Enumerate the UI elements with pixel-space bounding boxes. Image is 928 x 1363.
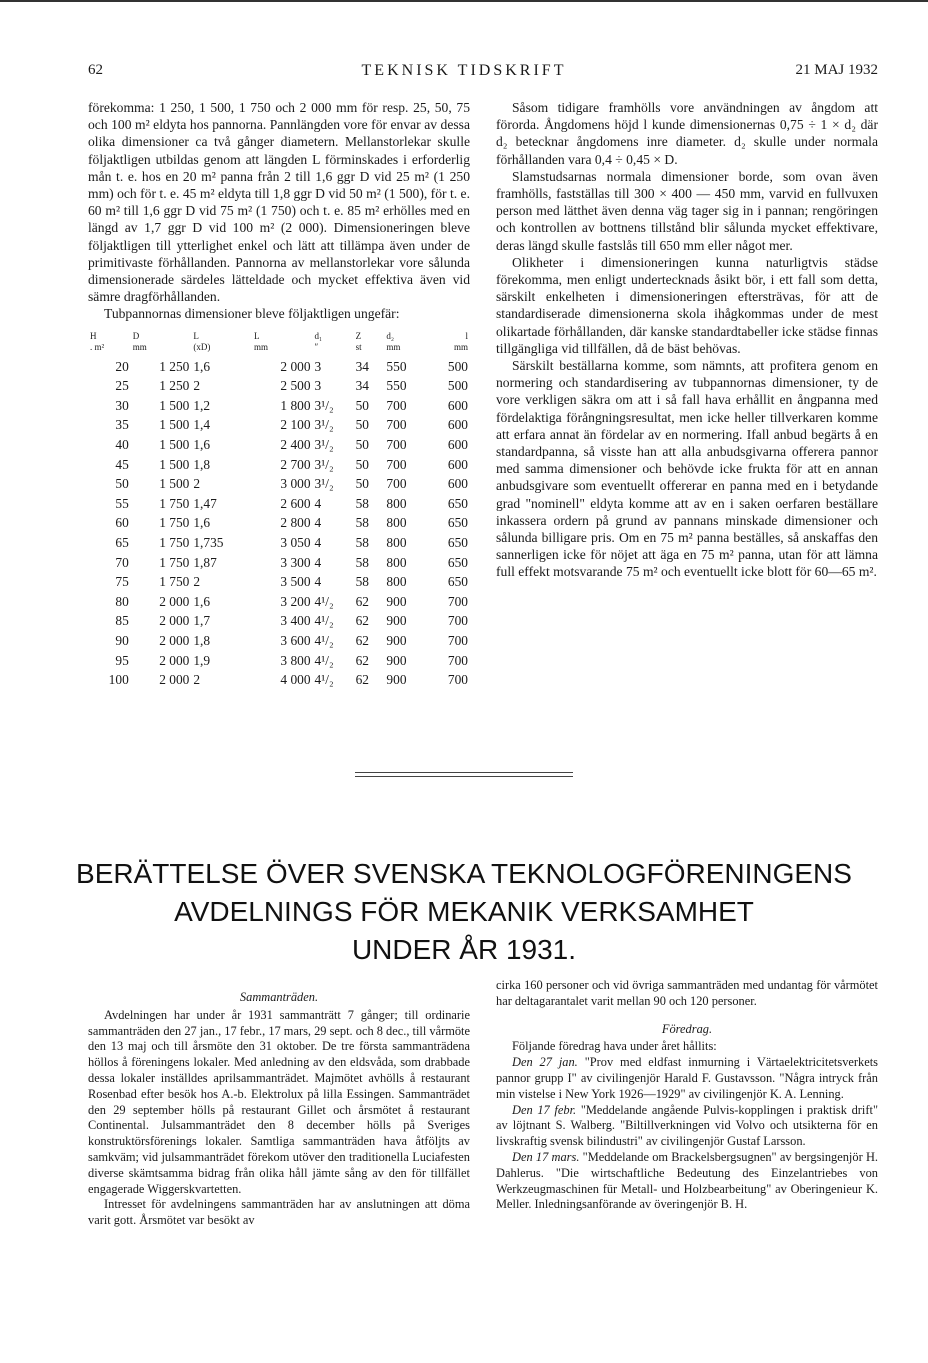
table-row [88,376,470,396]
table-cell: 50 [355,456,369,472]
table-cell: 3 800 [280,652,311,668]
table-cell: 3 [314,378,322,394]
right-paragraph-3: Olikheter i dimensioneringen kunna naturligtvis städse förekomma, men enligt undertecknads åsikt bör, i ett fall som detta, särskilt enkelheten i dimensioneringen eftersträvas, för att de standardiserade dimensionerna skola ihågkommas under de mest olikartade förhållanden, där kanske standardtabeller icke städse finnas tillgängliga vid tillfällen, då de bäst behövas. [496,254,878,356]
table-cell: 45 [115,456,129,472]
table-cell: 2 [193,574,201,590]
table-row [88,455,470,475]
table-cell: 800 [386,495,407,511]
lecture-text: "Meddelande om Brackelsbergsugnen" av bergsingenjör H. Dahlerus. "Die wirtschaftliche Bedeutung des Einzelantriebes von Werkzeugmaschinen für Metall- und Holzbearbeitung" av Oberingenieur K. Meller. Inledningsanförande av överingenjör B. H. [496,1149,878,1212]
table-row [88,513,470,533]
table-cell: 700 [386,476,407,492]
table-cell: 500 [447,358,468,374]
table-cell: 100 [108,672,129,688]
table-cell: 3 300 [280,554,311,570]
boiler-dimension-table [88,331,470,690]
table-cell: 2 [193,476,201,492]
meetings-paragraph-continued: cirka 160 personer och vid övriga sammanträden med undantag för vårmötet har deltagarantalet varit mellan 90 och 120 personer. [496,978,878,1008]
table-cell: 1,6 [193,358,211,374]
table-unit-cell: mm [453,341,468,352]
table-cell: 600 [447,476,468,492]
table-cell: 1 750 [159,574,190,590]
lecture-entry-feb17 [496,1103,878,1150]
lecture-text: "Prov med eldfast inmurning i Värtaelektricitetsverkets pannor grupp I" av civilingenjör Harald F. Gustavsson. "Några intryck från min vistelse i New York 1926—1929" av civilingenjör K. A. Lenning. [496,1055,878,1101]
table-cell: 50 [355,417,369,433]
table-row [88,611,470,631]
table-cell: 2 [193,378,201,394]
table-cell: 2 600 [280,495,311,511]
table-unit-row [88,342,470,357]
table-cell: 3 000 [280,476,311,492]
table-cell: 1,735 [193,534,224,550]
article-left-column [88,990,470,1229]
table-cell: 700 [386,456,407,472]
right-paragraph-1: Såsom tidigare framhölls vore användningen av ångdom att förorda. Ångdomens höjd l kunde dimensionernas 0,75 ÷ 1 × d₂ där d₂ betecknar ångdomens inre diameter. d₂ skulle under normala förhållanden vara 0,4 ÷ 0,45 × D. [496,100,878,167]
table-cell: 62 [355,632,369,648]
table-cell: 1,2 [193,397,211,413]
left-column [88,99,470,690]
table-cell: 1,4 [193,417,211,433]
table-cell: 1 500 [159,397,190,413]
table-cell: 3 050 [280,534,311,550]
table-cell: 3¹/₂ [314,456,334,472]
table-cell: 3 [314,358,322,374]
journal-title: TEKNISK TIDSKRIFT [361,62,567,79]
table-unit-cell: mm [386,341,401,352]
table-cell: 4¹/₂ [314,672,334,688]
table-cell: 650 [447,574,468,590]
table-header-cell: d₂ [386,330,395,341]
article-title-line-2: AVDELNINGS FÖR MEKANIK VERKSAMHET [174,896,754,927]
lecture-date: Den 27 jan. [512,1055,578,1070]
table-cell: 2 000 [159,632,190,648]
table-cell: 1 750 [159,534,190,550]
table-cell: 4 [314,574,322,590]
table-row [88,670,470,690]
table-cell: 50 [355,397,369,413]
table-cell: 800 [386,554,407,570]
table-unit-cell: ″ [314,341,319,352]
page-number: 62 [88,62,103,78]
table-row [88,651,470,671]
table-cell: 1 250 [159,378,190,394]
table-cell: 2 000 [159,652,190,668]
table-cell: 34 [355,378,369,394]
table-cell: 34 [355,358,369,374]
section-divider-bottom [355,776,573,777]
table-cell: 4¹/₂ [314,632,334,648]
table-cell: 1 750 [159,515,190,531]
top-border-line [0,0,928,2]
table-cell: 1 500 [159,437,190,453]
table-cell: 700 [447,672,468,688]
table-cell: 3 400 [280,613,311,629]
table-cell: 700 [447,632,468,648]
table-cell: 62 [355,672,369,688]
table-cell: 55 [115,495,129,511]
table-cell: 58 [355,515,369,531]
table-cell: 1,87 [193,554,217,570]
table-cell: 4¹/₂ [314,613,334,629]
table-cell: 550 [386,358,407,374]
table-cell: 62 [355,593,369,609]
table-cell: 600 [447,437,468,453]
table-cell: 600 [447,417,468,433]
table-cell: 650 [447,554,468,570]
article-right-column [496,978,878,1213]
table-cell: 1 250 [159,358,190,374]
table-cell: 800 [386,574,407,590]
table-cell: 2 000 [159,672,190,688]
table-cell: 50 [355,437,369,453]
table-cell: 700 [447,593,468,609]
table-cell: 2 000 [159,613,190,629]
table-cell: 50 [115,476,129,492]
table-cell: 650 [447,534,468,550]
table-cell: 80 [115,593,129,609]
table-row [88,592,470,612]
table-header-cell: Z [355,330,362,341]
table-cell: 900 [386,652,407,668]
table-header-cell: D [132,330,140,341]
table-cell: 900 [386,632,407,648]
table-cell: 2 100 [280,417,311,433]
table-cell: 1 500 [159,476,190,492]
table-cell: 1,9 [193,652,211,668]
table-header-cell: H [90,330,97,341]
table-cell: 2 800 [280,515,311,531]
table-cell: 2 [193,672,201,688]
right-column [496,99,878,581]
table-cell: 1,6 [193,515,211,531]
table-cell: 650 [447,495,468,511]
table-cell: 500 [447,378,468,394]
table-cell: 2 400 [280,437,311,453]
table-cell: 50 [355,476,369,492]
table-header-row [88,331,470,342]
table-cell: 700 [447,652,468,668]
meetings-paragraph-2: Intresset för avdelningens sammanträden har av anslutningen att döma varit gott. Årsmötet var besökt av [88,1197,470,1228]
table-cell: 1,6 [193,437,211,453]
table-cell: 58 [355,534,369,550]
table-cell: 25 [115,378,129,394]
table-cell: 1,8 [193,456,211,472]
meetings-paragraph-1: Avdelningen har under år 1931 sammanträtt 7 gånger; till ordinarie sammanträden den 27 jan., 17 febr., 17 mars, 29 sept. och 8 dec., till vårmöte den 13 maj och till årsmöte den 31 oktober. De tre första sammanträdena höllos å föreningens lokaler. Med anledning av den eldsvåda, som drabbade dessa lokaler inställdes aprilsammanträdet. Majmötet avhölls å restaurant Rosenbad efter besök hos A.-b. Elektrolux på lilla Essingen. Sammanträdet den 29 september hölls på restaurant Gillet och årsmötet å restaurant Continental. Julsammanträdet den 8 december hölls på Sveriges konstruktörsförenings lokaler. Samtliga sammanträden hava åtföljts av samkväm; vid julsammanträdet förekom utöver den traditionella Luciafesten diverse skämtsamma bidrag från olika håll jämte sång av den för tillfället engagerade Wiggerskvartetten. [88,1007,470,1196]
table-cell: 4 [314,534,322,550]
table-cell: 70 [115,554,129,570]
section-divider-top [355,772,573,773]
table-cell: 2 000 [159,593,190,609]
left-paragraph-2: Tubpannornas dimensioner bleve följaktligen ungefär: [104,306,400,322]
table-unit-cell: mm [253,341,268,352]
table-cell: 1 500 [159,417,190,433]
table-cell: 85 [115,613,129,629]
table-cell: 3¹/₂ [314,397,334,413]
section-heading-lectures: Föredrag. [661,1021,713,1036]
table-unit-cell: mm [132,341,147,352]
left-paragraph-1: förekomma: 1 250, 1 500, 1 750 och 2 000 mm för resp. 25, 50, 75 och 100 m² eldyta hos pannorna. Pannlängden vore för envar av dessa olika dimensioner ca två gånger diametern. Mellanstorlekar skulle följaktligen utbildas genom att längden L förminskades i erforderlig mån t. e. hos en 20 m² panna från 2 till 1,6 ggr D vid 25 m² (1 250 mm) och för t. e. 45 m² eldyta till 1,8 ggr D vid 50 m² (1 500), för t. e. 60 m² till 1,6 ggr D vid 75 m² (1 750) och t. e. 85 m² erhölles med en längd av 1,7 ggr D vid 100 m² (2 000). Dimensioneringen bleve följaktligen till ytterlighet enkel och lätt att tillämpa även under de primitivaste förhållanden. Pannorna av mellanstorlekar vore sålunda dimensionerade särdeles lätteldade och mycket effektiva även vid sämre dragförhållanden. [88,100,470,305]
table-row [88,631,470,651]
table-cell: 4¹/₂ [314,593,334,609]
table-cell: 75 [115,574,129,590]
table-row [88,415,470,435]
section-heading-meetings: Sammanträden. [239,990,319,1004]
table-body [88,357,470,690]
table-header-cell: d₁ [314,330,323,341]
table-cell: 600 [447,397,468,413]
table-cell: 58 [355,574,369,590]
lecture-entry-mar17 [496,1150,878,1213]
table-cell: 3 500 [280,574,311,590]
table-cell: 2 500 [280,378,311,394]
table-cell: 800 [386,515,407,531]
table-cell: 1,6 [193,593,211,609]
lectures-intro: Följande föredrag hava under året hållits: [512,1039,717,1054]
table-cell: 650 [447,515,468,531]
lecture-date: Den 17 febr. [512,1102,577,1117]
table-cell: 2 000 [280,358,311,374]
table-unit-cell: . m² [90,341,105,352]
table-cell: 4 000 [280,672,311,688]
table-cell: 35 [115,417,129,433]
table-cell: 1 750 [159,495,190,511]
table-cell: 65 [115,534,129,550]
table-cell: 1 800 [280,397,311,413]
table-cell: 4¹/₂ [314,652,334,668]
lecture-date: Den 17 mars. [512,1149,580,1164]
issue-date: 21 MAJ 1932 [795,62,878,78]
article-title [60,855,868,969]
table-cell: 700 [386,397,407,413]
table-row [88,357,470,377]
table-cell: 90 [115,632,129,648]
article-title-line-1: BERÄTTELSE ÖVER SVENSKA TEKNOLOGFÖRENINGENS [76,858,852,889]
table-row [88,474,470,494]
table-header-cell: l [465,330,468,341]
table-cell: 700 [447,613,468,629]
table-cell: 3¹/₂ [314,437,334,453]
table-cell: 40 [115,437,129,453]
table-header-cell: L [193,330,199,341]
table-row [88,533,470,553]
table-cell: 2 700 [280,456,311,472]
table-cell: 700 [386,417,407,433]
table-cell: 800 [386,534,407,550]
table-cell: 900 [386,613,407,629]
table-row [88,572,470,592]
lecture-text: "Meddelande angående Pulvis-kopplingen i praktisk drift" av löjtnant S. Walberg. "Biltillverkningen vid Volvo och utsikterna för en livskraftig svensk bilindustri" av civilingenjör Gustaf Larsson. [496,1102,879,1149]
table-cell: 900 [386,672,407,688]
table-cell: 58 [355,554,369,570]
table-cell: 95 [115,652,129,668]
table-cell: 3 600 [280,632,311,648]
table-cell: 1 750 [159,554,190,570]
table-cell: 58 [355,495,369,511]
table-cell: 900 [386,593,407,609]
table-cell: 3 200 [280,593,311,609]
table-cell: 60 [115,515,129,531]
table-cell: 3¹/₂ [314,417,334,433]
table-unit-cell: st [355,341,362,352]
table-cell: 550 [386,378,407,394]
lecture-entry-jan27 [496,1055,878,1102]
table-row [88,553,470,573]
right-paragraph-4: Särskilt beställarna komme, som nämnts, att profitera genom en normering och standardisering av tubpannornas dimensioner, ty de vore verkligen säkra om att i så fall hava erhållit en ångpanna med fördelaktiga förångningsresultat, men icke heller tillverkaren komme att erfara annat än fördelar av en normering. Ifall anbud begärts å en standardpanna, så visste han att alla anbudsgivarna offerera pannor med samma dimensioner och behövde icke frukta för att en annan anbudsgivare som eventuellt offererar en panna med en i betydande grad "nominell" eldyta komme att av en i saken oerfaren beställare inkassera ordern på grund av pannans minskade dimensioner och sålunda billigare pris. Om en 75 m² panna beställes, så anskaffas den sannerligen icke för nöjet att äga en 75 m² panna, utan för att lämna full effekt motsvarande 75 m² och eventuellt icke blott för 60—65 m². [496,358,878,580]
table-cell: 600 [447,456,468,472]
table-cell: 1,7 [193,613,211,629]
article-title-line-3: UNDER ÅR 1931. [351,934,577,965]
table-row [88,435,470,455]
table-cell: 1,47 [193,495,217,511]
table-cell: 1 500 [159,456,190,472]
table-unit-cell: (xD) [193,341,211,352]
table-cell: 4 [314,495,322,511]
table-cell: 62 [355,613,369,629]
table-cell: 700 [386,437,407,453]
table-cell: 4 [314,515,322,531]
table-row [88,494,470,514]
table-cell: 4 [314,554,322,570]
table-cell: 20 [115,358,129,374]
table-cell: 1,8 [193,632,211,648]
table-cell: 3¹/₂ [314,476,334,492]
table-row [88,396,470,416]
table-cell: 30 [115,397,129,413]
table-header-cell: L [253,330,260,341]
table-cell: 62 [355,652,369,668]
right-paragraph-2: Slamstudsarnas normala dimensioner borde, som ovan även framhölls, fastställas till 300 × 400 — 450 mm, varvid en fullvuxen person med lätthet även denna väg tager sig in i pannan; rengöringen och kontrollen av bottnens tillstånd blir sålunda mycket effektivare, deras längd skulle fastslås till 650 mm eller något mer. [496,168,878,253]
